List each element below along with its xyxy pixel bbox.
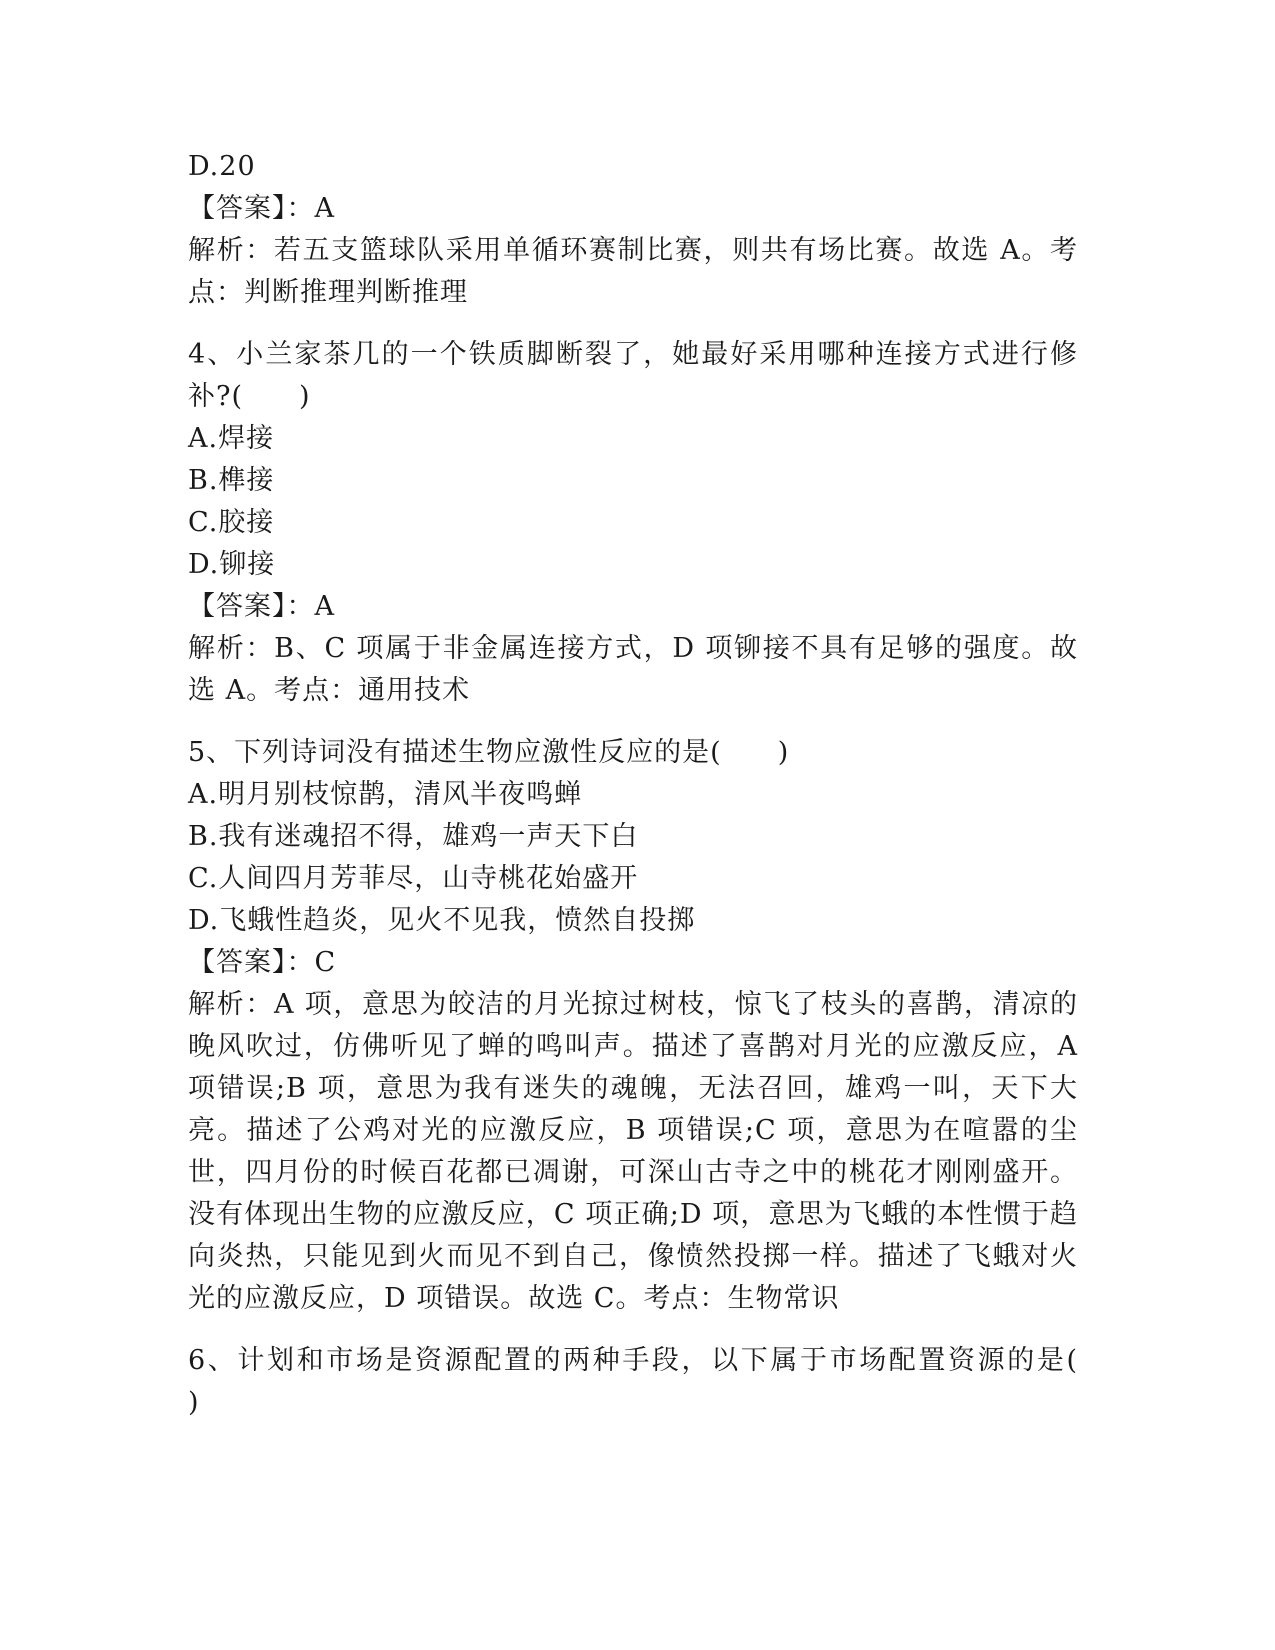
question-6 <box>188 1340 1134 1424</box>
q5-analysis: 解析：A 项，意思为皎洁的月光掠过树枝，惊飞了枝头的喜鹊，清凉的晚风吹过，仿佛听见了蝉的鸣叫声。描述了喜鹊对月光的应激反应，A 项错误;B 项，意思为我有迷失的魂魄，无法召回，雄鸡一叫，天下大亮。描述了公鸡对光的应激反应，B 项错误;C 项，意思为在喧嚣的尘世，四月份的时候百花都已凋谢，可深山古寺之中的桃花才刚刚盛开。没有体现出生物的应激反应，C 项正确;D 项，意思为飞蛾的本性惯于趋向炎热，只能见到火而见不到自己，像愤然投掷一样。描述了飞蛾对火光的应激反应，D 项错误。故选 C。考点：生物常识 <box>188 989 1078 1314</box>
q4-option-b: B.榫接 <box>188 465 275 496</box>
spacer <box>188 314 1078 334</box>
q5-option-a: A.明月别枝惊鹊，清风半夜鸣蝉 <box>188 779 583 810</box>
q3-analysis: 解析：若五支篮球队采用单循环赛制比赛，则共有场比赛。故选 A。考点：判断推理判断推理 <box>188 235 1078 308</box>
question-3-tail <box>188 146 1078 314</box>
q3-answer: 【答案】：A <box>188 193 335 224</box>
q4-stem: 4、小兰家茶几的一个铁质脚断裂了，她最好采用哪种连接方式进行修补?( ) <box>188 339 1078 412</box>
q4-option-c: C.胶接 <box>188 507 275 538</box>
spacer <box>188 712 1078 732</box>
q5-option-b: B.我有迷魂招不得，雄鸡一声天下白 <box>188 821 639 852</box>
q5-answer: 【答案】：C <box>188 947 337 978</box>
question-4 <box>188 334 1078 712</box>
q4-option-a: A.焊接 <box>188 423 275 454</box>
question-5 <box>188 732 1078 1320</box>
q5-option-d: D.飞蛾性趋炎，见火不见我，愤然自投掷 <box>188 905 696 936</box>
q5-option-c: C.人间四月芳菲尽，山寺桃花始盛开 <box>188 863 639 894</box>
document-content <box>188 146 1134 1424</box>
q4-analysis: 解析：B、C 项属于非金属连接方式，D 项铆接不具有足够的强度。故选 A。考点：通用技术 <box>188 633 1078 706</box>
q4-answer: 【答案】：A <box>188 591 335 622</box>
q6-stem: 6、计划和市场是资源配置的两种手段，以下属于市场配置资源的是( ) <box>188 1345 1134 1418</box>
spacer <box>188 1320 1078 1340</box>
q3-option-d: D.20 <box>188 151 256 182</box>
q5-stem: 5、下列诗词没有描述生物应激性反应的是( ) <box>188 737 790 768</box>
q4-option-d: D.铆接 <box>188 549 276 580</box>
